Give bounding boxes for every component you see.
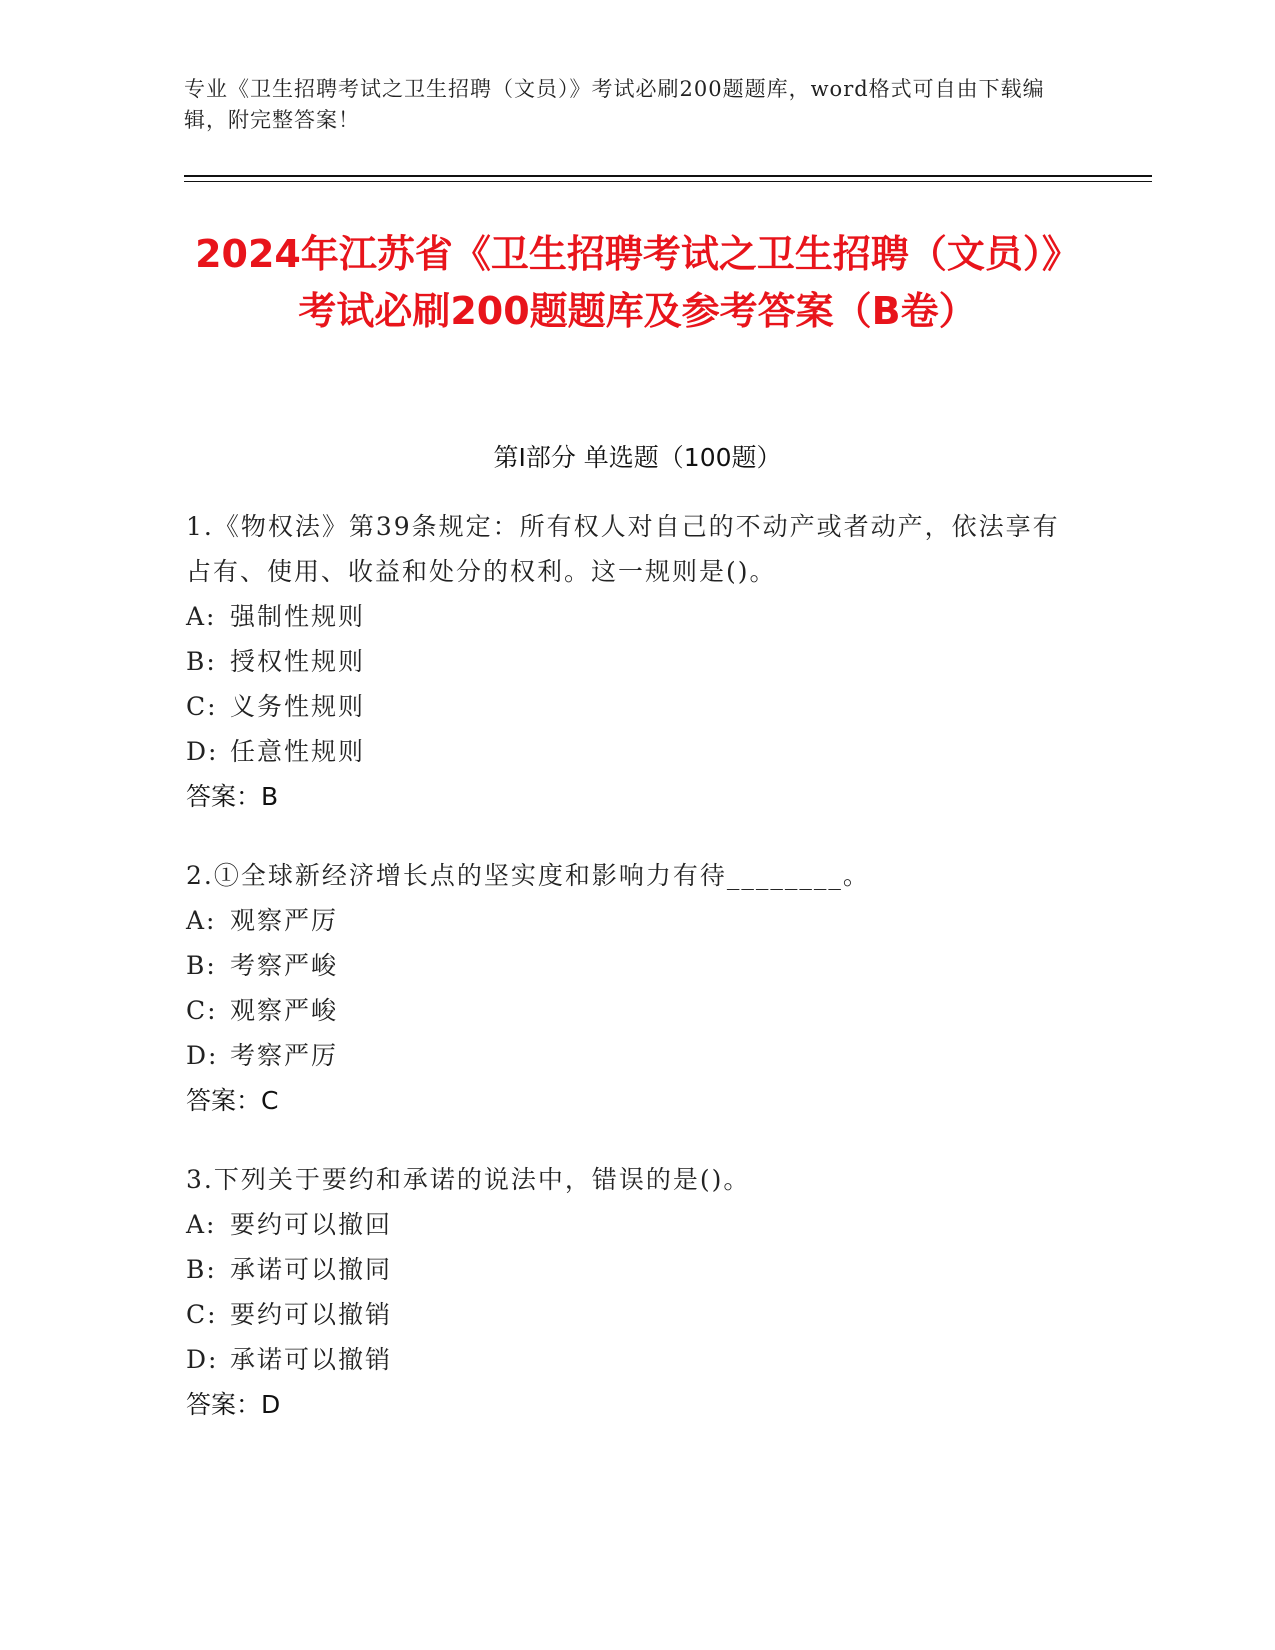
option-c bbox=[186, 684, 1076, 729]
option-text: 强制性规则 bbox=[230, 602, 366, 631]
option-text: 考察严峻 bbox=[230, 951, 339, 980]
option-d bbox=[186, 729, 1076, 774]
question-2 bbox=[186, 853, 1076, 1123]
option-d bbox=[186, 1033, 1076, 1078]
option-letter: D: bbox=[186, 1345, 219, 1374]
option-c bbox=[186, 988, 1076, 1033]
question-1 bbox=[186, 504, 1076, 819]
option-b bbox=[186, 943, 1076, 988]
option-text: 要约可以撤回 bbox=[230, 1210, 393, 1239]
question-stem: 3.下列关于要约和承诺的说法中，错误的是()。 bbox=[186, 1165, 751, 1194]
option-letter: C: bbox=[186, 1300, 218, 1329]
option-b bbox=[186, 639, 1076, 684]
option-letter: A: bbox=[186, 906, 217, 935]
option-d bbox=[186, 1337, 1076, 1382]
question-3 bbox=[186, 1157, 1076, 1427]
option-letter: B: bbox=[186, 951, 217, 980]
option-letter: B: bbox=[186, 1255, 217, 1284]
option-text: 承诺可以撤同 bbox=[230, 1255, 393, 1284]
option-letter: B: bbox=[186, 647, 217, 676]
option-a bbox=[186, 594, 1076, 639]
option-text: 观察严厉 bbox=[230, 906, 339, 935]
option-letter: D: bbox=[186, 1041, 219, 1070]
question-stem: 2.①全球新经济增长点的坚实度和影响力有待________。 bbox=[186, 861, 870, 890]
option-text: 考察严厉 bbox=[230, 1041, 339, 1070]
option-a bbox=[186, 898, 1076, 943]
option-letter: A: bbox=[186, 602, 217, 631]
question-stem: 1.《物权法》第39条规定：所有权人对自己的不动产或者动产，依法享有占有、使用、收益和处分的权利。这一规则是()。 bbox=[186, 512, 1060, 586]
option-c bbox=[186, 1292, 1076, 1337]
document-title: 2024年江苏省《卫生招聘考试之卫生招聘（文员）》考试必刷200题题库及参考答案（B卷） bbox=[195, 232, 1080, 333]
option-text: 观察严峻 bbox=[230, 996, 339, 1025]
option-letter: C: bbox=[186, 692, 218, 721]
option-text: 任意性规则 bbox=[230, 737, 366, 766]
option-letter: D: bbox=[186, 737, 219, 766]
option-a bbox=[186, 1202, 1076, 1247]
option-text: 要约可以撤销 bbox=[230, 1300, 393, 1329]
section-title: 第Ⅰ部分 单选题（100题） bbox=[493, 443, 782, 472]
option-text: 授权性规则 bbox=[230, 647, 366, 676]
answer: 答案：C bbox=[186, 1086, 279, 1115]
header-rule-thin bbox=[184, 181, 1152, 182]
answer: 答案：B bbox=[186, 782, 279, 811]
option-text: 承诺可以撤销 bbox=[230, 1345, 393, 1374]
option-letter: C: bbox=[186, 996, 218, 1025]
option-letter: A: bbox=[186, 1210, 217, 1239]
header-note: 专业《卫生招聘考试之卫生招聘（文员）》考试必刷200题题库，word格式可自由下载编辑，附完整答案！ bbox=[184, 77, 1045, 132]
option-text: 义务性规则 bbox=[230, 692, 366, 721]
header-rule-thick bbox=[184, 175, 1152, 177]
option-b bbox=[186, 1247, 1076, 1292]
answer: 答案：D bbox=[186, 1390, 281, 1419]
